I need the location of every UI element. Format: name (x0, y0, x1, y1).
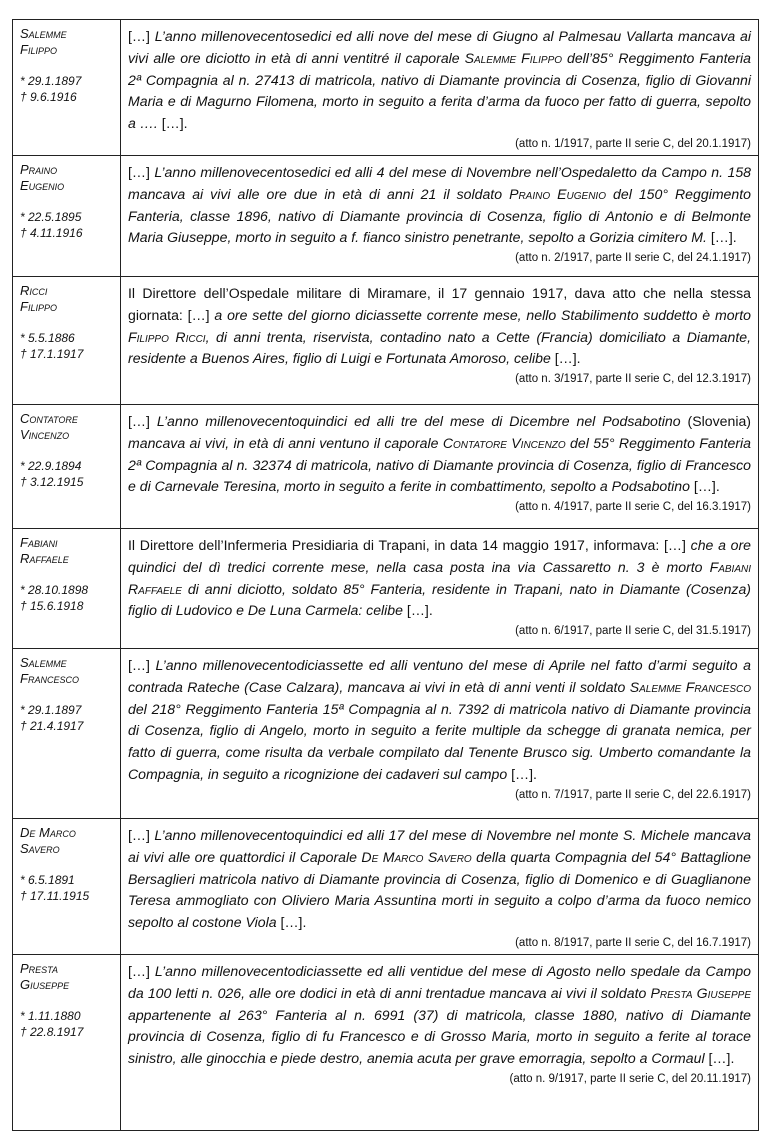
person-cell (13, 20, 121, 156)
name-small-caps: De Marco Savero (361, 848, 472, 865)
text-ellipsis: […]. (511, 765, 537, 782)
death-date: † 9.6.1916 (20, 90, 77, 104)
surname: Salemme (20, 654, 67, 670)
record-row (13, 954, 759, 1130)
text-continued: del 55° Reggimento Fanteria 2ª Compagnia al n. 32374 di matricola, nativo di Diamante provincia di Cosenza, figlio di Francesco e di Carnevale Teresina, morto in seguito a ferite in combattimento, sepolto a Podsabotino (128, 434, 752, 495)
record-text-cell (121, 954, 759, 1130)
record-row (13, 818, 759, 954)
birth-date: * 5.5.1886 (20, 330, 75, 345)
text-main: L’anno millenovecentosedici ed alli 4 del mese di Novembre nell’Ospedaletto da Campo n. 158 mancava ai vivi alle ore due in età di anni 21 il soldato (128, 163, 751, 202)
text-intro: […] (128, 163, 155, 180)
person-cell (13, 155, 121, 276)
text-intro: Il Direttore dell’Ospedale militare di Miramare, il 17 gennaio 1917, dava atto che nella stessa giornata: […] (128, 284, 751, 323)
text-intro: […] (128, 826, 155, 843)
death-date: † 3.12.1915 (20, 474, 84, 489)
text-ellipsis: […]. (693, 478, 720, 495)
text-intro: […] (128, 28, 155, 44)
text-main: che a ore quindici del dì tredici corrente mese, nella casa posta ina via Cassaretto n. 3 è morto (128, 536, 751, 575)
record-reference: (atto n. 6/1917, parte II serie C, del 31.5.1917) (515, 625, 751, 638)
text-intro: […] (128, 656, 156, 673)
person-cell (13, 954, 121, 1130)
given-name: Raffaele (20, 550, 69, 566)
surname: Fabiani (20, 534, 58, 550)
record-reference: (atto n. 7/1917, parte II serie C, del 22.6.1917) (515, 788, 751, 801)
record-reference: (atto n. 3/1917, parte II serie C, del 12.3.1917) (515, 373, 751, 386)
text-intro: […] (128, 412, 157, 429)
text-continued: del 218° Reggimento Fanteria 15ª Compagnia al n. 7392 di matricola nativo di Diamante provincia di Cosenza, figlio di Angelo, morto in seguito a ferite multiple da schegge di granata nemica, per fatto di guerra, come risulta da verbale compilato dal Tenente Brusco sig. Umberto comandante la Compagnia, in seguito a ricognizione dei cadaveri sul campo (128, 700, 751, 782)
text-ellipsis: […]. (708, 1050, 735, 1067)
text-continued: , di anni trenta, riservista, contadino nato a Cette (Francia) domiciliato a Diamante, residente a Buenos Aires, figlio di Luigi e Fortunata Amoroso, celibe (128, 328, 751, 367)
text-main: L’anno millenovecentoquindici ed alli tre del mese di Dicembre nel Podsabotino (156, 412, 688, 429)
record-text-cell (121, 20, 759, 156)
record-row (13, 648, 759, 818)
text-ellipsis: […]. (710, 229, 737, 246)
person-cell (13, 404, 121, 528)
person-cell (13, 528, 121, 648)
name-small-caps: Salemme Francesco (629, 678, 751, 695)
text-continued: del 150° Reggimento Fanteria, classe 1896, nativo di Diamante provincia di Cosenza, figlio di Antonio e di Belmonte Maria Giuseppe, morto in seguito a f. fianco sinistro penetrante, sepolto a Gorizia cimitero M. (128, 185, 751, 246)
birth-date: * 29.1.1897 (20, 702, 82, 717)
record-reference: (atto n. 4/1917, parte II serie C, del 16.3.1917) (515, 501, 751, 514)
text-main: L’anno millenovecentosedici ed alli nove del mese di Giugno al Palmesau Vallarta mancava ai vivi alle ore diciotto in età di anni ventitré il caporale (128, 28, 751, 66)
given-name: Eugenio (20, 177, 65, 193)
record-reference: (atto n. 8/1917, parte II serie C, del 16.7.1917) (515, 936, 751, 949)
name-small-caps: Fabiani Raffaele (128, 558, 751, 597)
record-text-cell (121, 404, 759, 528)
given-name: Filippo (20, 298, 57, 314)
name-small-caps: Presta Giuseppe (650, 984, 751, 1001)
text-main: L’anno millenovecentodiciassette ed alli ventidue del mese di Agosto nello spedale da Campo da 100 letti n. 026, alle ore dodici in età di anni trentadue mancava ai vivi il soldato (128, 962, 751, 1001)
death-date: † 22.8.1917 (20, 1024, 84, 1039)
name-small-caps: Filippo Ricci (128, 328, 206, 345)
text-continued: della quarta Compagnia del 54° Battaglione Bersaglieri matricola nativo di Diamante provincia di Cosenza, figlio di Domenico e di Guaglianone Teresa ammogliato con Oliviero Maria Assuntina morti in seguito a colpo d’arma da fuoco nemico sepolto al costone Viola (128, 848, 751, 931)
records-table (12, 19, 759, 1131)
death-date: † 4.11.1916 (20, 225, 83, 240)
given-name: Giuseppe (20, 976, 70, 992)
text-intro: Il Direttore dell’Infermeria Presidiaria di Trapani, in data 14 maggio 1917, informava: […] (128, 536, 691, 553)
person-cell (13, 648, 121, 818)
birth-date: * 22.9.1894 (20, 458, 82, 473)
surname: Praino (20, 161, 58, 177)
record-reference: (atto n. 1/1917, parte II serie C, del 20.1.1917) (515, 137, 751, 150)
surname: De Marco (20, 824, 76, 840)
name-small-caps: Praino Eugenio (509, 185, 606, 202)
death-date: † 17.1.1917 (20, 346, 84, 361)
text-upright: (Slovenia) (687, 412, 751, 429)
death-date: † 21.4.1917 (20, 718, 84, 733)
surname: Salemme (20, 26, 67, 41)
surname: Ricci (20, 282, 48, 298)
death-date: † 17.11.1915 (20, 888, 90, 903)
birth-date: * 28.10.1898 (20, 582, 89, 597)
text-ellipsis: […]. (406, 602, 433, 619)
record-reference: (atto n. 9/1917, parte II serie C, del 20.11.1917) (509, 1072, 751, 1085)
text-intro: […] (128, 962, 155, 979)
text-main: L’anno millenovecentoquindici ed alli 17 del mese di Novembre nel monte S. Michele mancava ai vivi alle ore quattordici il Caporale (128, 826, 752, 865)
record-row (13, 20, 759, 156)
record-row (13, 276, 759, 404)
text-main-2: mancava ai vivi, in età di anni ventuno il caporale (128, 434, 443, 451)
text-ellipsis: […]. (161, 115, 188, 132)
given-name: Filippo (20, 42, 57, 57)
birth-date: * 6.5.1891 (20, 872, 75, 887)
name-small-caps: Salemme Filippo (464, 49, 563, 66)
birth-date: * 22.5.1895 (20, 209, 82, 224)
text-main: a ore sette del giorno diciassette corrente mese, nello Stabilimento suddetto è morto (214, 306, 751, 323)
surname: Contatore (20, 410, 78, 426)
record-text-cell (121, 155, 759, 276)
record-text-cell (121, 818, 759, 954)
name-small-caps: Contatore Vincenzo (442, 434, 566, 451)
death-date: † 15.6.1918 (20, 598, 84, 613)
text-ellipsis: […]. (554, 350, 581, 367)
record-row (13, 155, 759, 276)
given-name: Vincenzo (20, 426, 70, 442)
text-main: L’anno millenovecentodiciassette ed alli ventuno del mese di Aprile nel fatto d’armi seguito a contrada Rateche (Case Calzara), mancava ai vivi in età di anni venti il soldato (128, 656, 751, 695)
text-ellipsis: […]. (280, 914, 307, 931)
surname: Presta (20, 960, 59, 976)
text-continued: di anni diciotto, soldato 85° Fanteria, residente in Trapani, nato in Diamante (Cosenza) figlio di Ludovico e De Luna Carmela: celibe (128, 580, 751, 619)
given-name: Savero (20, 840, 60, 856)
record-text-cell (121, 528, 759, 648)
record-row (13, 404, 759, 528)
record-text-cell (121, 276, 759, 404)
person-cell (13, 276, 121, 404)
text-continued: dell’85° Reggimento Fanteria 2ª Compagnia al n. 27413 di matricola, nativo di Diamante provincia di Cosenza, figlio di Giovanni Maria e di Magurno Filomena, morto in seguito a ferita d’arma da fuoco per fatto di guerra, sepolto a …. (128, 49, 751, 132)
birth-date: * 1.11.1880 (20, 1008, 81, 1023)
record-reference: (atto n. 2/1917, parte II serie C, del 24.1.1917) (515, 252, 751, 265)
text-continued: appartenente al 263° Fanteria al n. 6991 (37) di matricola, classe 1880, nativo di Diamante provincia di Cosenza, figlio di fu Francesco e di Grosso Maria, morto in seguito a ferite al torace sinistro, alle ginocchia e piede destro, anemia acuta per grave emorragia, sepolto a Cormaul (128, 1006, 751, 1067)
person-cell (13, 818, 121, 954)
given-name: Francesco (20, 670, 79, 686)
record-row (13, 528, 759, 648)
birth-date: * 29.1.1897 (20, 74, 82, 88)
record-text-cell (121, 648, 759, 818)
